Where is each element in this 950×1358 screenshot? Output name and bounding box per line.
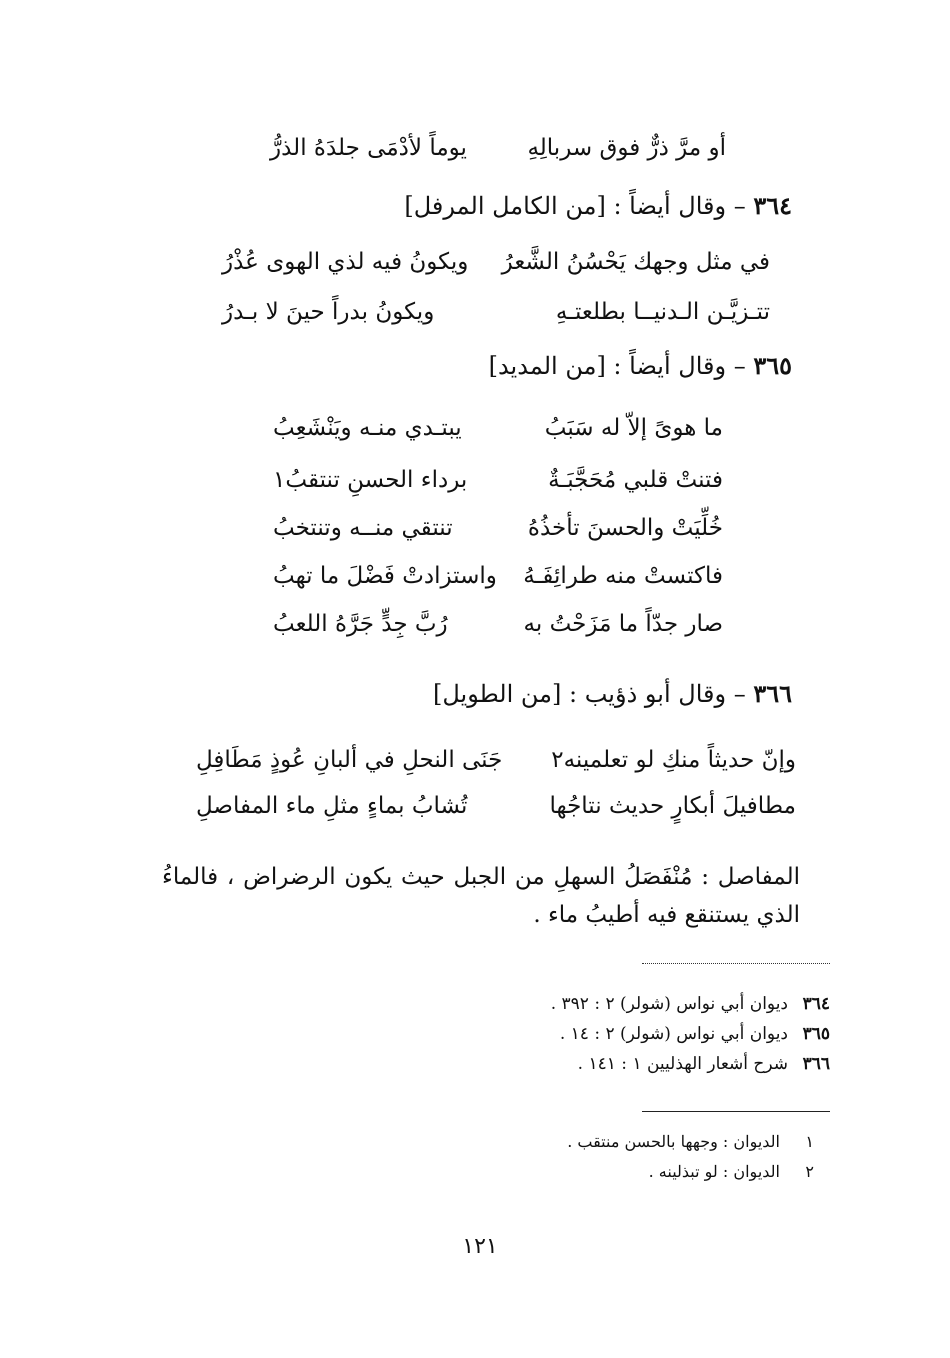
source-note-number: ٣٦٤ <box>802 994 830 1014</box>
verse-hemistich-second: جَنَى النحلِ في ألبانِ عُوذٍ مَطَافِلِ <box>196 747 503 773</box>
footnote-marker: ١ <box>805 1132 814 1151</box>
verse-hemistich-second: يوماً لأدْمَى جلدَهُ الذرُّ <box>270 135 467 161</box>
verse-hemistich-second: تنتقي منــه وتنتخبُ <box>273 515 453 541</box>
source-note-text: ديوان أبي نواس (شولر) ٢ : ١٤ . <box>559 1024 788 1044</box>
verse-line <box>273 556 723 596</box>
poem-heading <box>404 186 792 226</box>
verse-hemistich-first: وإنّ حديثاً منكِ لو تعلمينه٢ <box>551 747 796 773</box>
poem-number: ٣٦٥ <box>753 351 792 380</box>
footnote <box>649 1158 814 1186</box>
footnote-text: الديوان : لو تبذلينه . <box>648 1162 780 1181</box>
poem-heading <box>489 346 792 386</box>
source-note <box>578 1050 830 1078</box>
verse-hemistich-first: ما هوىً إلاّ له سَبَبُ <box>544 415 723 441</box>
page-number: ١٢١ <box>462 1234 498 1259</box>
source-note <box>560 1020 830 1048</box>
poem-heading <box>433 674 792 714</box>
poem-intro: – وقال أبو ذؤيب : [من الطويل] <box>432 680 754 708</box>
verse-line <box>273 604 723 644</box>
verse-hemistich-first: فاكتستْ منه طرائِفَـهُ <box>523 563 723 589</box>
verse-hemistich-first: صار جدّاً ما مَزَحْتُ به <box>523 611 723 637</box>
source-note <box>551 990 830 1018</box>
verse-line <box>222 242 770 282</box>
verse-line <box>222 292 770 332</box>
verse-line <box>196 786 796 826</box>
verse-hemistich-second: واستزادتْ فَضْلَ ما تهبُ <box>273 563 497 589</box>
notes-separator <box>642 963 830 964</box>
source-note-number: ٣٦٥ <box>802 1024 830 1044</box>
verse-hemistich-first: تتـزيَّـن الـدنيــا بطلعتـهِ <box>555 299 770 325</box>
verse-hemistich-second: يبتـدي منـه ويَنْشَعِبُ <box>273 415 462 441</box>
poem-number: ٣٦٤ <box>753 191 792 220</box>
source-note-number: ٣٦٦ <box>802 1054 830 1074</box>
verse-hemistich-second: رُبَّ جِدٍّ جَرَّهُ اللعبُ <box>273 611 448 637</box>
source-note-text: ديوان أبي نواس (شولر) ٢ : ٣٩٢ . <box>550 994 788 1014</box>
verse-line <box>273 508 723 548</box>
footnote-marker: ٢ <box>805 1162 814 1181</box>
verse-hemistich-first: في مثل وجهك يَحْسُنُ الشَّعرُ <box>501 249 770 275</box>
verse-hemistich-second: تُشابُ بماءٍ مثلِ ماء المفاصلِ <box>196 793 468 819</box>
verse-hemistich-second: برداء الحسنِ تنتقبُ١ <box>273 467 468 493</box>
verse-line <box>270 128 726 168</box>
verse-hemistich-second: ويكونُ فيه لذي الهوى عُذْرُ <box>222 249 469 275</box>
poem-number: ٣٦٦ <box>753 679 792 708</box>
source-note-text: شرح أشعار الهذليين ١ : ١٤١ . <box>577 1054 788 1074</box>
verse-line <box>196 740 796 780</box>
verse-hemistich-second: ويكونُ بدراً حينَ لا بـدرُ <box>222 299 435 325</box>
verse-line <box>273 460 723 500</box>
verse-hemistich-first: أو مرَّ ذرٌّ فوق سربالِهِ <box>527 135 726 161</box>
footnote-text: الديوان : وجهها بالحسن منتقب . <box>567 1132 780 1151</box>
footnote-separator <box>642 1111 830 1112</box>
verse-hemistich-first: خُلِّيَتْ والحسنَ تأخذُهُ <box>527 515 723 541</box>
poem-intro: – وقال أيضاً : [من الكامل المرفل] <box>404 192 754 220</box>
verse-hemistich-first: مطافيلَ أبكارٍ حديث نتاجُها <box>549 793 796 819</box>
verse-hemistich-first: فتنتْ قلبي مُحَجَّبَـةٌ <box>548 467 723 493</box>
poem-intro: – وقال أيضاً : [من المديد] <box>488 352 754 380</box>
verse-line <box>273 408 723 448</box>
footnote <box>567 1128 814 1156</box>
gloss-paragraph: المفاصل : مُنْفَصَلُ السهلِ من الجبل حيث يكون الرضراض ، فالماءُ الذي يستنقع فيه أطيبُ ماء . <box>162 864 800 928</box>
